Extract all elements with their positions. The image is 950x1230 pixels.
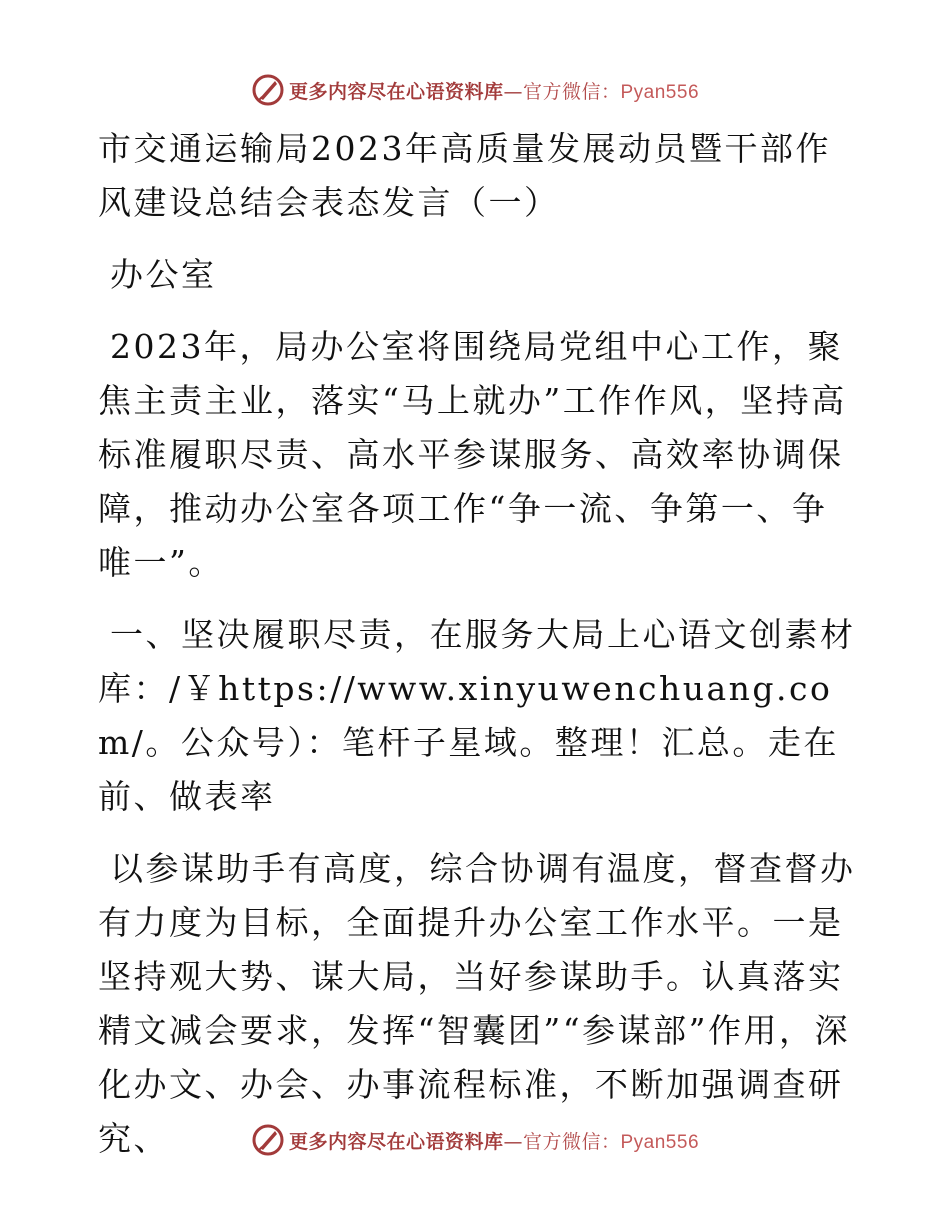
banner-text — [289, 77, 699, 104]
document-title: 市交通运输局2023年高质量发展动员暨干部作风建设总结会表态发言（一） — [98, 129, 831, 222]
banner-wechat-id: Pyan556 — [620, 81, 700, 103]
banner-text — [289, 1127, 699, 1154]
banner-dash: — — [503, 1130, 523, 1153]
banner-wechat-label: 官方微信： — [522, 1130, 621, 1153]
footer-banner — [0, 1120, 950, 1160]
banner-brand: 更多内容尽在心语资料库 — [288, 1130, 504, 1153]
banner-dash: — — [503, 80, 523, 103]
paragraph-intro: 2023年，局办公室将围绕局党组中心工作，聚焦主责主业，落实“马上就办”工作作风，坚持高标准履职尽责、高水平参谋服务、高效率协调保障，推动办公室各项工作“争一流、争第一、争唯一”。 — [98, 327, 847, 582]
banner-wechat-label: 官方微信： — [522, 80, 621, 103]
quill-pen-logo-icon — [251, 73, 285, 107]
banner-wechat-id: Pyan556 — [620, 1131, 700, 1153]
document-body — [98, 122, 858, 1184]
paragraph-body: 以参谋助手有高度，综合协调有温度，督查督办有力度为目标，全面提升办公室工作水平。一是坚持观大势、谋大局，当好参谋助手。认真落实精文减会要求，发挥“智囊团”“参谋部”作用，深化办文、办会、办事流程标准，不断加强调查研究、 — [98, 849, 856, 1158]
banner-brand: 更多内容尽在心语资料库 — [288, 80, 504, 103]
quill-pen-logo-icon — [251, 1123, 285, 1157]
paragraph-section-one: 一、坚决履职尽责，在服务大局上心语文创素材库：/￥https://www.xinyuwenchuang.com/。公众号）：笔杆子星域。整理！汇总。走在前、做表率 — [98, 615, 856, 816]
header-banner — [0, 70, 950, 110]
department-heading: 办公室 — [110, 255, 217, 294]
